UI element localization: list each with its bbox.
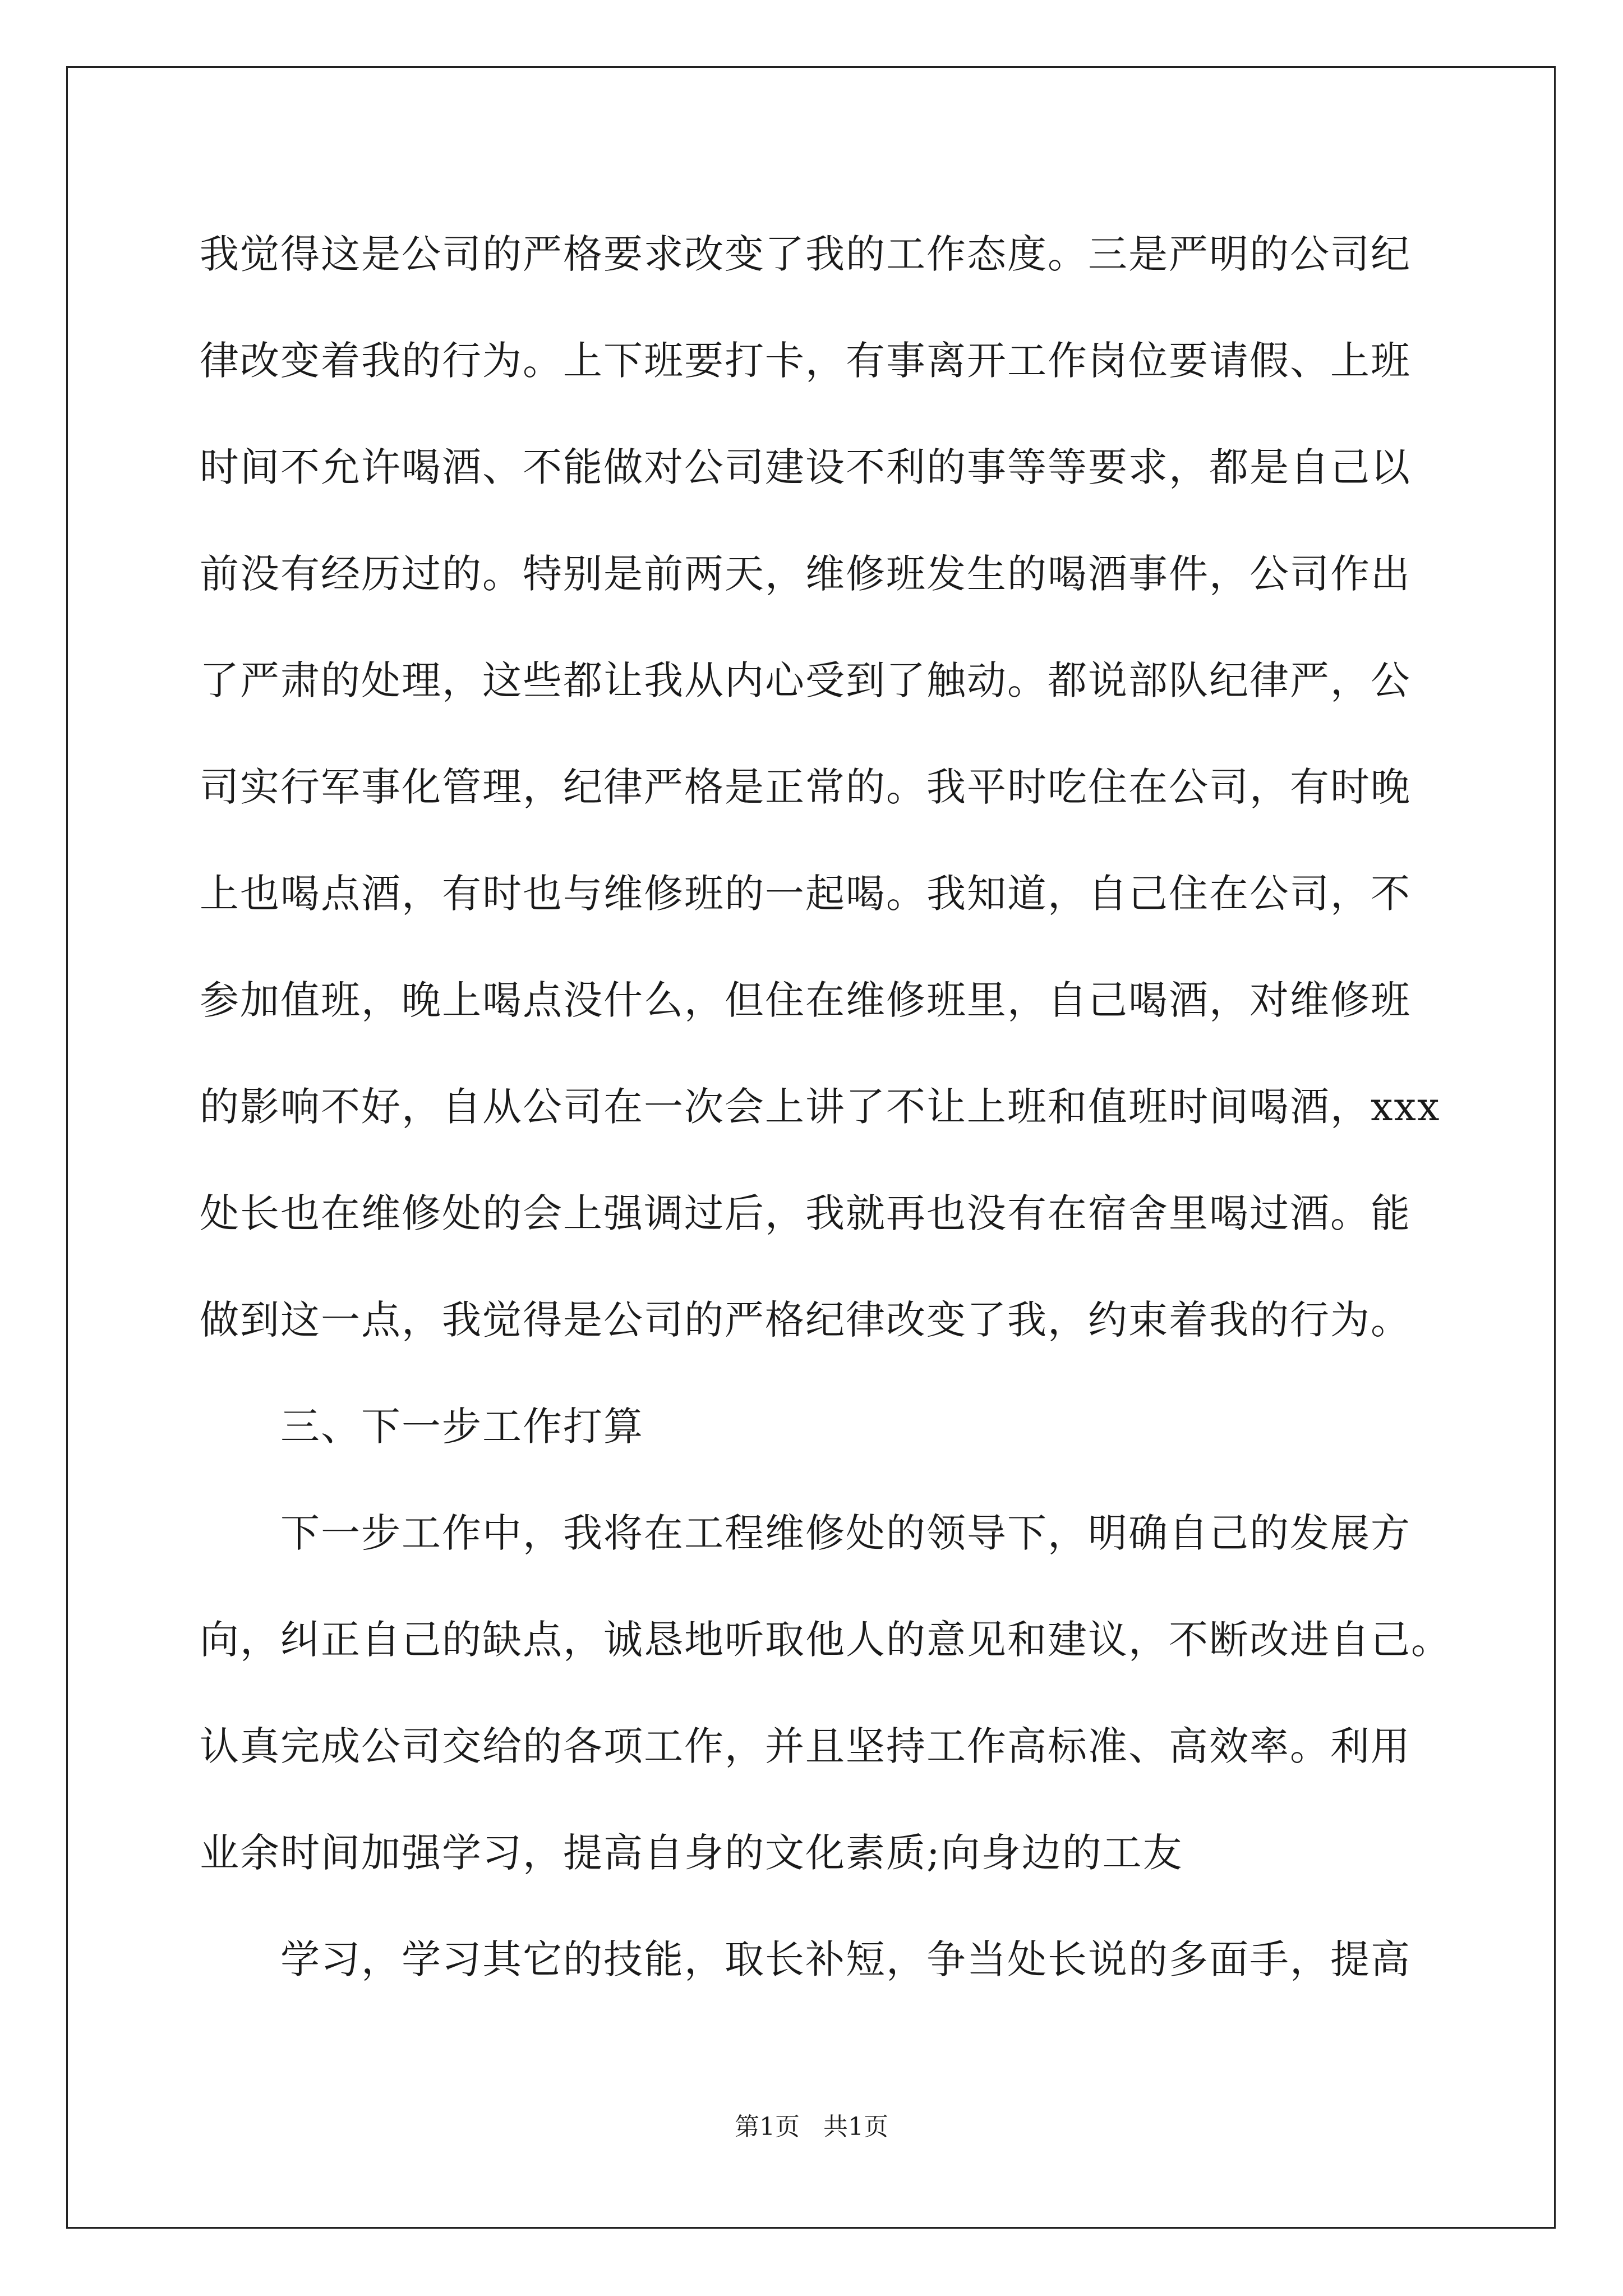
text-line: 了严肃的处理，这些都让我从内心受到了触动。都说部队纪律严，公 xyxy=(200,657,1411,703)
text-line: 的影响不好，自从公司在一次会上讲了不让上班和值班时间喝酒，xxx xyxy=(200,1084,1441,1130)
text-line: 时间不允许喝酒、不能做对公司建设不利的事等等要求，都是自己以 xyxy=(200,444,1411,490)
text-line: 司实行军事化管理，纪律严格是正常的。我平时吃住在公司，有时晚 xyxy=(200,764,1411,810)
text-line: 上也喝点酒，有时也与维修班的一起喝。我知道，自己住在公司，不 xyxy=(200,871,1411,917)
section-heading: 三、下一步工作打算 xyxy=(280,1404,644,1450)
page-number-current: 第1页 xyxy=(735,2113,800,2141)
text-line: 业余时间加强学习，提高自身的文化素质;向身边的工友 xyxy=(200,1830,1183,1876)
text-line: 前没有经历过的。特别是前两天，维修班发生的喝酒事件，公司作出 xyxy=(200,551,1411,597)
text-line: 向，纠正自己的缺点，诚恳地听取他人的意见和建议，不断改进自己。 xyxy=(200,1617,1451,1663)
text-line: 做到这一点，我觉得是公司的严格纪律改变了我，约束着我的行为。 xyxy=(200,1297,1411,1343)
text-line: 处长也在维修处的会上强调过后，我就再也没有在宿舍里喝过酒。能 xyxy=(200,1190,1411,1236)
text-line: 认真完成公司交给的各项工作，并且坚持工作高标准、高效率。利用 xyxy=(200,1723,1411,1769)
text-line: 下一步工作中，我将在工程维修处的领导下，明确自己的发展方 xyxy=(280,1510,1411,1556)
page-footer xyxy=(0,2110,1623,2144)
text-line: 我觉得这是公司的严格要求改变了我的工作态度。三是严明的公司纪 xyxy=(200,231,1411,277)
page-number-total: 共1页 xyxy=(823,2113,888,2141)
text-line: 学习，学习其它的技能，取长补短，争当处长说的多面手，提高 xyxy=(280,1936,1411,1982)
text-line: 律改变着我的行为。上下班要打卡，有事离开工作岗位要请假、上班 xyxy=(200,338,1411,384)
text-line: 参加值班，晚上喝点没什么，但住在维修班里，自己喝酒，对维修班 xyxy=(200,977,1411,1023)
